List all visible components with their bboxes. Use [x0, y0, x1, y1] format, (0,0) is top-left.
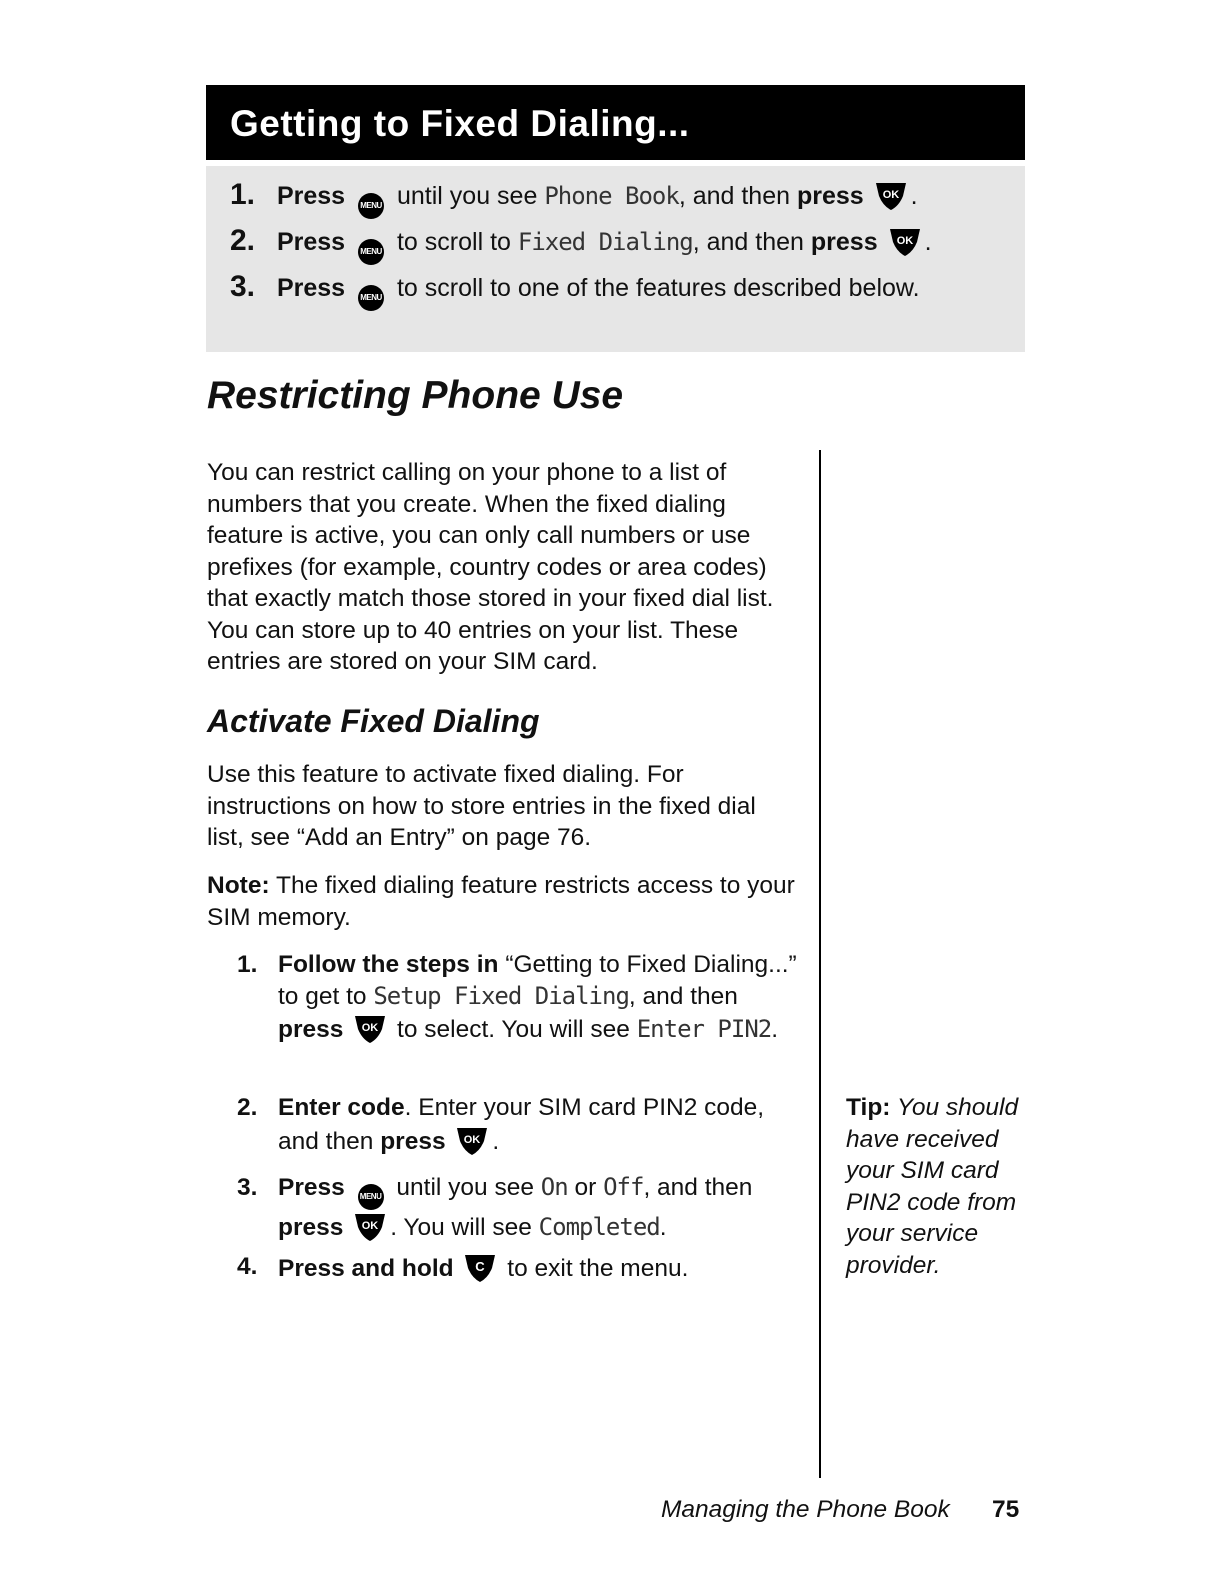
screen-text: On	[540, 1173, 568, 1201]
quick-step-3: 3. Press MENU to scroll to one of the features described below.	[230, 270, 920, 311]
screen-text: Setup Fixed Dialing	[373, 981, 629, 1010]
step-1: 1. Follow the steps in “Getting to Fixed Dialing...” to get to Setup Fixed Dialing, and then press OK to select. You will see Enter PIN2.	[237, 951, 797, 1043]
header-title: Getting to Fixed Dialing...	[230, 103, 690, 144]
ok-key-icon	[456, 1124, 488, 1156]
screen-text: Fixed Dialing	[517, 228, 693, 256]
activate-description: Use this feature to activate fixed dialing. For instructions on how to store entries in the fixed dial list, see “Add an Entry” on page 76.	[207, 761, 756, 851]
svg-text:OK: OK	[882, 189, 899, 201]
tip-label: Tip:	[846, 1094, 891, 1121]
svg-text:OK: OK	[361, 1220, 379, 1232]
footer-chapter-title: Managing the Phone Book	[661, 1496, 950, 1523]
tip-sidebar: Tip: You should have received your SIM card PIN2 code from your service provider.	[846, 1094, 1019, 1279]
section-title: Restricting Phone Use	[207, 374, 624, 417]
margin-rule	[819, 450, 821, 1478]
quick-step-1: 1. Press MENU until you see Phone Book, and then press OK .	[230, 178, 918, 219]
menu-key-icon: MENU	[358, 285, 384, 311]
ok-key-icon	[889, 225, 921, 257]
quick-steps-box	[206, 166, 1025, 352]
menu-key-icon: MENU	[358, 193, 384, 219]
screen-text: Enter PIN2	[636, 1015, 772, 1043]
step-2: 2. Enter code. Enter your SIM card PIN2 code, and then press OK .	[237, 1094, 765, 1155]
intro-paragraph: You can restrict calling on your phone to a list of numbers that you create. When the fixed dialing feature is active, you can only call numbers or use prefixes (for example, country codes or area codes) that exactly match those stored in your fixed dial list. You can store up to 40 entries on your list. These entries are stored on your SIM card.	[207, 459, 774, 675]
note-label: Note:	[207, 872, 270, 899]
ok-key-icon	[354, 1012, 386, 1044]
screen-text: Completed	[538, 1213, 660, 1241]
ok-key-icon	[354, 1210, 386, 1242]
section-header	[206, 85, 1025, 160]
screen-text: Off	[603, 1173, 644, 1201]
menu-key-icon: MENU	[358, 239, 384, 265]
screen-text: Phone Book	[544, 182, 679, 210]
svg-text:OK: OK	[361, 1022, 379, 1034]
step-3: 3. Press MENU until you see On or Off, and then press OK . You will see Completed.	[237, 1173, 753, 1241]
menu-key-icon: MENU	[358, 1184, 384, 1210]
page-number: 75	[992, 1496, 1020, 1523]
note-paragraph: Note: The fixed dialing feature restricts access to your SIM memory.	[207, 872, 795, 931]
clear-key-icon	[464, 1251, 496, 1283]
step-4: 4. Press and hold C to exit the menu.	[237, 1253, 689, 1282]
svg-text:C: C	[475, 1259, 486, 1274]
quick-step-2: 2. Press MENU to scroll to Fixed Dialing, and then press OK .	[230, 224, 932, 265]
svg-text:OK: OK	[896, 235, 913, 247]
svg-text:OK: OK	[464, 1133, 481, 1146]
subsection-title: Activate Fixed Dialing	[207, 703, 540, 739]
ok-key-icon	[875, 179, 907, 211]
